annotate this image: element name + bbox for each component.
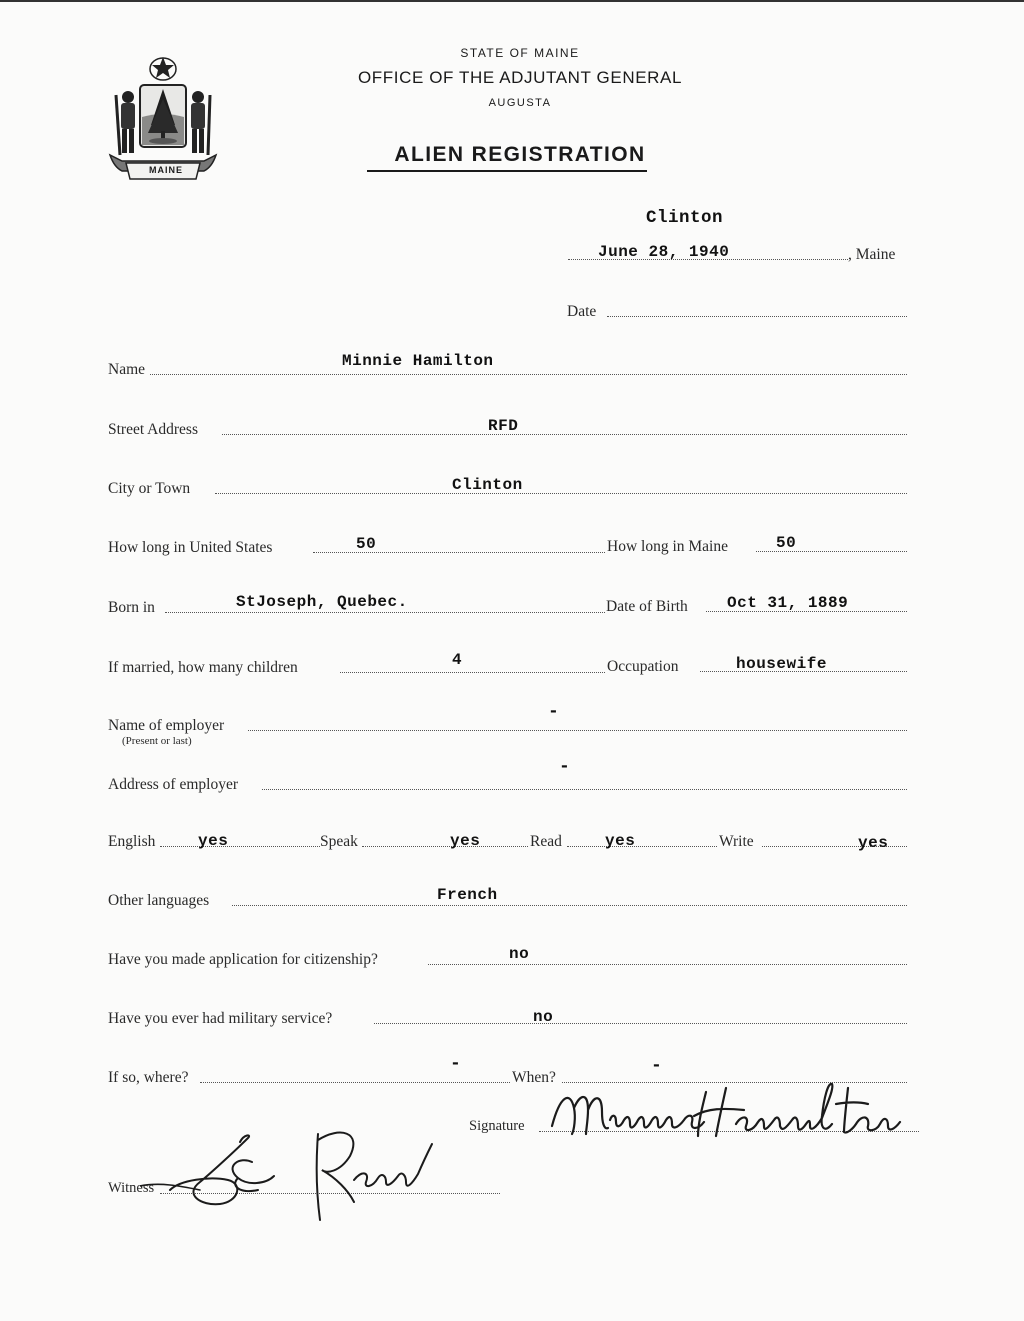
- city-line: [215, 493, 907, 494]
- header-office: OFFICE OF THE ADJUTANT GENERAL: [357, 68, 683, 87]
- citizenship-label: Have you made application for citizenship?: [108, 951, 378, 968]
- city-value: Clinton: [452, 476, 523, 494]
- read-value: yes: [605, 832, 636, 850]
- years-us-value: 50: [356, 535, 377, 553]
- when-value: -: [651, 1056, 662, 1076]
- seal-banner-text: MAINE: [149, 165, 183, 175]
- other-languages-label: Other languages: [108, 892, 210, 909]
- born-in-label: Born in: [108, 599, 155, 616]
- speak-label: Speak: [320, 833, 358, 850]
- occupation-label: Occupation: [607, 658, 679, 675]
- children-label: If married, how many children: [108, 659, 298, 676]
- top-border: [0, 0, 1024, 2]
- name-value: Minnie Hamilton: [342, 352, 494, 370]
- title-underline: [367, 170, 647, 172]
- street-address-value: RFD: [488, 417, 519, 435]
- where-value: -: [450, 1054, 461, 1074]
- other-languages-line: [232, 905, 907, 906]
- location-town: Clinton: [646, 208, 724, 228]
- citizenship-value: no: [509, 945, 530, 963]
- date-line: [607, 316, 907, 317]
- write-value: yes: [858, 834, 889, 852]
- born-in-line: [165, 612, 605, 613]
- english-value: yes: [198, 832, 229, 850]
- employer-address-label: Address of employer: [108, 776, 238, 793]
- speak-line: [362, 846, 528, 847]
- dob-value: Oct 31, 1889: [727, 594, 849, 612]
- city-label: City or Town: [108, 480, 191, 497]
- employer-address-line: [262, 789, 907, 790]
- years-maine-value: 50: [776, 534, 797, 552]
- witness-label: Witness: [108, 1180, 155, 1196]
- name-label: Name: [108, 361, 146, 378]
- employer-name-label: Name of employer: [108, 717, 225, 734]
- read-line: [567, 846, 717, 847]
- children-line: [340, 672, 605, 673]
- where-label: If so, where?: [108, 1069, 189, 1086]
- write-label: Write: [719, 833, 754, 850]
- employer-name-line: [248, 730, 907, 731]
- military-line: [374, 1023, 907, 1024]
- street-address-label: Street Address: [108, 421, 198, 438]
- location-date: June 28, 1940: [598, 243, 730, 261]
- children-value: 4: [452, 651, 463, 669]
- read-label: Read: [530, 833, 562, 850]
- citizenship-line: [428, 964, 907, 965]
- english-label: English: [108, 833, 156, 850]
- signature-label: Signature: [469, 1118, 525, 1134]
- employer-address-value: -: [559, 757, 570, 777]
- years-maine-label: How long in Maine: [607, 538, 728, 555]
- years-us-label: How long in United States: [108, 539, 273, 556]
- witness-signature-handwriting: [140, 1120, 450, 1230]
- employer-name-sublabel: (Present or last): [122, 735, 192, 747]
- state-label: , Maine: [848, 246, 896, 263]
- header-state: STATE OF MAINE: [460, 46, 580, 60]
- speak-value: yes: [450, 832, 481, 850]
- military-label: Have you ever had military service?: [108, 1010, 333, 1027]
- english-line: [160, 846, 320, 847]
- date-label: Date: [567, 303, 597, 320]
- name-line: [150, 374, 907, 375]
- signature-handwriting: [548, 1078, 940, 1148]
- where-line: [200, 1082, 510, 1083]
- street-address-line: [222, 434, 907, 435]
- military-value: no: [533, 1008, 554, 1026]
- dob-label: Date of Birth: [606, 598, 688, 615]
- employer-name-value: -: [548, 702, 559, 722]
- born-in-value: StJoseph, Quebec.: [236, 593, 408, 611]
- occupation-value: housewife: [736, 655, 827, 673]
- other-languages-value: French: [437, 886, 498, 904]
- header-city: AUGUSTA: [488, 97, 552, 109]
- page-title: ALIEN REGISTRATION: [394, 143, 646, 166]
- when-label: When?: [512, 1069, 556, 1086]
